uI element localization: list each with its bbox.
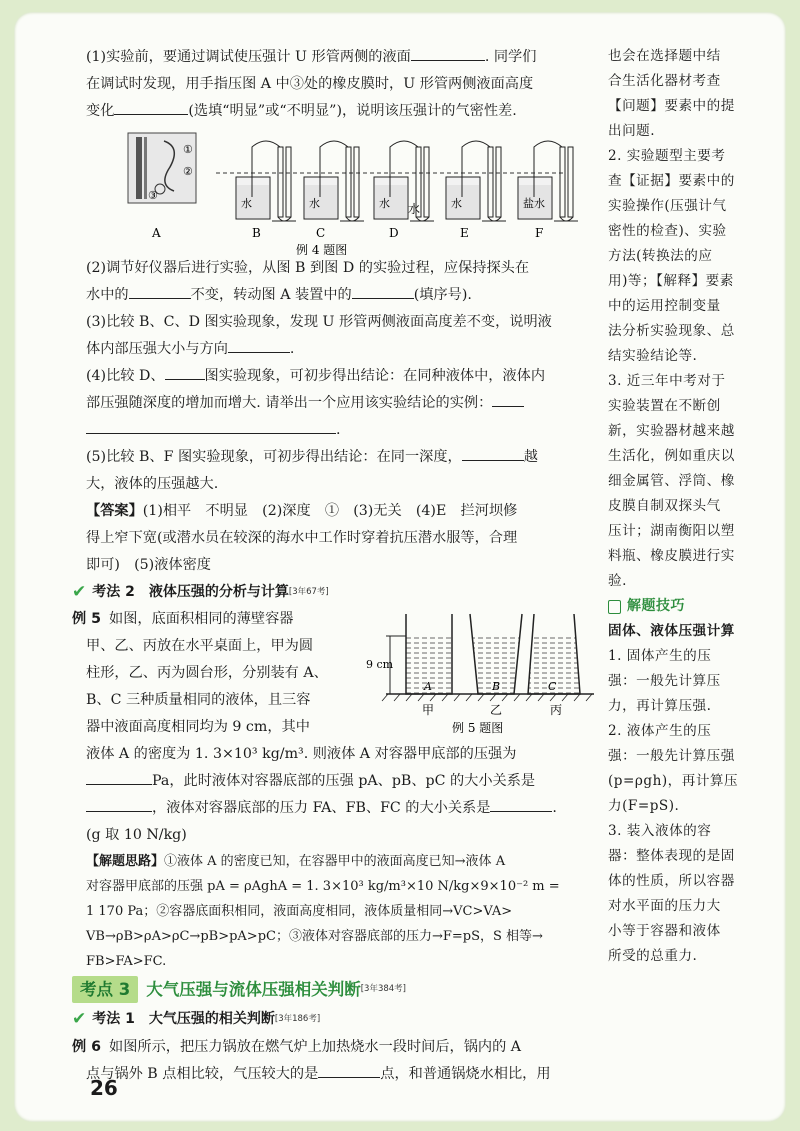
- side-line: 实验操作(压强计气: [608, 198, 727, 214]
- kaofa2-cite: [3年67考]: [288, 587, 329, 597]
- think-label: 【解题思路】: [86, 854, 165, 869]
- side-line: 对水平面的压力大: [608, 898, 721, 914]
- ex5-text: 如图，底面积相同的薄壁容器: [109, 611, 294, 627]
- q4-line1: [86, 363, 596, 390]
- ex5-line7: [86, 768, 596, 795]
- side-line: 用)等；【解释】要素: [608, 273, 734, 289]
- side-line: 验.: [608, 573, 627, 589]
- q4-text: 图实验现象，可初步得出结论：在同种液体中，液体内: [204, 368, 546, 384]
- side-line: (p=ρgh)，再计算压: [608, 773, 739, 789]
- container-jia-label: 甲: [422, 703, 435, 717]
- ex6-text: 点，和普通锅烧水相比，用: [380, 1066, 551, 1082]
- q5-line1: [86, 444, 596, 471]
- side-line: 2. 液体产生的压: [608, 723, 712, 739]
- q2-line2: [86, 282, 596, 309]
- q3-text: 体内部压强大小与方向: [86, 341, 228, 357]
- q4-text: 部压强随深度的增加而增大. 请举出一个应用该实验结论的实例：: [86, 395, 493, 411]
- side-line: 料瓶、橡皮膜进行实: [608, 548, 735, 564]
- tip3: [608, 819, 760, 969]
- side-line: 体的性质，所以容器: [608, 873, 735, 889]
- ex5-line9: (g 取 10 N/kg): [86, 827, 187, 843]
- side-line: 新，实验器材越来越: [608, 423, 735, 439]
- label-circled-2: ②: [183, 165, 193, 178]
- figure-mid-label: 水: [408, 202, 421, 216]
- side-line: 3. 近三年中考对于: [608, 373, 726, 389]
- answer-blank[interactable]: [129, 283, 191, 299]
- side-line: 查【证据】要素中的: [608, 173, 735, 189]
- side-line: 密性的检查)、实验: [608, 223, 727, 239]
- answer-blank[interactable]: [228, 337, 290, 353]
- side-line: 也会在选择题中结: [608, 48, 721, 64]
- think-line1: [86, 849, 596, 874]
- kaofa1-cite: [3年186考]: [274, 1013, 321, 1024]
- kaodian3-heading: [72, 974, 596, 1004]
- side-line: 【问题】要素中的提: [608, 98, 735, 114]
- tip2: [608, 719, 760, 819]
- kaofa1-title: 考法 1 大气压强的相关判断: [92, 1010, 275, 1027]
- liquid-label: 水: [241, 197, 252, 210]
- figure-label-b: B: [252, 226, 261, 240]
- side-line: 压计；湖南衡阳以塑: [608, 523, 735, 539]
- ex5-text: Pa，此时液体对容器底部的压强 pA、pB、pC 的大小关系是: [152, 773, 536, 789]
- q1-text-end: . 同学们: [484, 49, 537, 65]
- ex6-text: 点与锅外 B 点相比较，气压较大的是: [86, 1066, 319, 1082]
- liquid-label: 水: [309, 197, 320, 210]
- answer-line1: [86, 498, 596, 525]
- side-line: 实验装置在不断创: [608, 398, 721, 414]
- side-item3: [608, 369, 760, 594]
- kaodian3-title: 大气压强与流体压强相关判断: [146, 979, 361, 999]
- ex6-line2: [86, 1061, 596, 1088]
- q4-line2: [86, 390, 596, 417]
- side-column: [608, 44, 760, 969]
- ex5-line5: 器中液面高度相同均为 9 cm，其中: [86, 719, 310, 735]
- ex5-line1: [72, 606, 354, 633]
- ex5-line2: 甲、乙、丙放在水平桌面上，甲为圆: [86, 638, 314, 654]
- side-line: 1. 固体产生的压: [608, 648, 712, 664]
- height-label: 9 cm: [366, 658, 394, 671]
- answer-blank[interactable]: [490, 796, 552, 812]
- liquid-label: 盐水: [523, 197, 545, 210]
- ex5-line4: B、C 三种质量相同的液体，且三容: [86, 692, 311, 708]
- ex5-label: 例 5: [72, 611, 101, 627]
- ex5-text: ，液体对容器底部的压力 FA、FB、FC 的大小关系是: [152, 800, 491, 816]
- answer-line3: 即可) (5)液体密度: [86, 557, 211, 573]
- q1-line3: [86, 98, 596, 125]
- liquid-a-label: A: [424, 680, 432, 693]
- think-line4: VB→ρB>ρA>ρC→pB>pA>pC；③液体对容器底部的压力→F=pS，S 相等→: [86, 929, 543, 944]
- beaker-with-manometer: [236, 141, 296, 221]
- figure-label-a: A: [152, 226, 161, 240]
- example-5: [72, 606, 596, 849]
- q2-text: 不变，转动图 A 装置中的: [190, 287, 352, 303]
- answer-blank[interactable]: [86, 769, 152, 785]
- figure-label-c: C: [316, 226, 326, 240]
- q1-text: (1)实验前，要通过调试使压强计 U 形管两侧的液面: [86, 49, 411, 65]
- liquid-b-label: B: [492, 680, 501, 693]
- side-line: 强：一般先计算压: [608, 673, 721, 689]
- liquid-label: 水: [451, 197, 462, 210]
- container-yi-label: 乙: [490, 703, 503, 717]
- think-text: ①液体 A 的密度已知，在容器甲中的液面高度已知→液体 A: [164, 854, 506, 869]
- answer-blank[interactable]: [352, 283, 414, 299]
- ex5-line6: 液体 A 的密度为 1. 3×10³ kg/m³. 则液体 A 对容器甲底部的压强为: [86, 746, 517, 762]
- side-line: 结实验结论等.: [608, 348, 698, 364]
- q5-text: 越: [523, 449, 538, 465]
- q2-text: 水中的: [86, 287, 129, 303]
- answer-blank[interactable]: [318, 1062, 380, 1078]
- tip1: [608, 644, 760, 719]
- liquid-label: 水: [379, 197, 390, 210]
- figure-label-d: D: [389, 226, 399, 240]
- side-line: 合生活化器材考查: [608, 73, 721, 89]
- q3-line2: [86, 336, 596, 363]
- q1-text: (选填“明显”或“不明显”)，说明该压强计的气密性差.: [188, 103, 517, 119]
- q5-text: (5)比较 B、F 图实验现象，可初步得出结论：在同一深度，: [86, 449, 462, 465]
- tips-heading: [608, 594, 760, 619]
- figure-4: [86, 127, 596, 255]
- label-circled-1: ①: [183, 143, 193, 156]
- think-line2: 对容器甲底部的压强 pA = ρAghA = 1. 3×10³ kg/m³×10 N/kg×9×10⁻² m =: [86, 879, 560, 894]
- label-circled-3: ③: [148, 189, 158, 202]
- liquid-c-label: C: [548, 680, 557, 693]
- side-line: 出问题.: [608, 123, 656, 139]
- tips-title: 解题技巧: [627, 598, 685, 614]
- ex5-line8: [86, 795, 596, 822]
- side-line: 小等于容器和液体: [608, 923, 721, 939]
- q1-text: 变化: [86, 103, 115, 119]
- kaofa1-heading: [72, 1004, 596, 1034]
- ex5-line3: 柱形，乙、丙为圆台形，分别装有 A、: [86, 665, 328, 681]
- side-line: 方法(转换法的应: [608, 248, 713, 264]
- figure-5-drawing: [366, 606, 598, 738]
- side-line: 所受的总重力.: [608, 948, 698, 964]
- side-line: 生活化，例如重庆以: [608, 448, 735, 464]
- figure-5-caption: 例 5 题图: [452, 721, 504, 735]
- side-item2: [608, 144, 760, 369]
- answer-text: (1)相平 不明显 (2)深度 ① (3)无关 (4)E 拦河坝修: [142, 503, 518, 519]
- ex6-label: 例 6: [72, 1039, 101, 1055]
- side-line: 力，再计算压强.: [608, 698, 712, 714]
- side-line: 强：一般先计算压强: [608, 748, 735, 764]
- figure-label-f: F: [535, 226, 544, 240]
- side-line: 器：整体表现的是固: [608, 848, 735, 864]
- q4-text: .: [336, 422, 341, 438]
- q4-text: (4)比较 D、: [86, 368, 165, 384]
- container-bing-label: 丙: [550, 703, 563, 717]
- q5-line2: 大，液体的压强越大.: [86, 476, 219, 492]
- beaker-with-manometer: [304, 141, 364, 221]
- think-line5: FB>FA>FC.: [86, 954, 167, 969]
- side-line: 2. 实验题型主要考: [608, 148, 726, 164]
- answer-blank[interactable]: [411, 45, 485, 61]
- kaofa2-heading: [72, 579, 596, 606]
- q2-line1: (2)调节好仪器后进行实验，从图 B 到图 D 的实验过程，应保持探头在: [86, 260, 530, 276]
- answer-blank[interactable]: [86, 418, 336, 434]
- q3-text: .: [289, 341, 295, 357]
- ex6-text: 如图所示，把压力锅放在燃气炉上加热烧水一段时间后，锅内的 A: [109, 1039, 522, 1055]
- answer-blank[interactable]: [86, 796, 152, 812]
- example-5-left: [72, 606, 354, 741]
- notebook-icon: [608, 600, 621, 614]
- kaodian3-cite: [3年384考]: [360, 983, 406, 994]
- side-line: 中的运用控制变量: [608, 298, 721, 314]
- beaker-with-manometer: [374, 141, 434, 221]
- q1-line2: 在调试时发现，用手指压图 A 中③处的橡皮膜时，U 形管两侧液面高度: [86, 76, 534, 92]
- kaodian3-tag: 考点 3: [72, 976, 138, 1003]
- beaker-with-manometer: [446, 141, 506, 221]
- ex5-text: .: [552, 800, 557, 816]
- figure-4-drawing: [86, 127, 596, 255]
- side-line: 3. 装入液体的容: [608, 823, 712, 839]
- solution-thinking: [86, 849, 596, 974]
- main-column: [72, 44, 596, 1088]
- ex6-line1: [72, 1034, 596, 1061]
- check-icon: ✔: [72, 582, 87, 602]
- tips-subtitle: 固体、液体压强计算: [608, 623, 735, 639]
- figure-label-e: E: [460, 226, 469, 240]
- check-icon: ✔: [72, 1008, 87, 1029]
- side-line: 法分析实验现象、总: [608, 323, 735, 339]
- q2-text: (填序号).: [413, 287, 472, 303]
- figure-4-caption: 例 4 题图: [296, 243, 348, 255]
- think-line3: 1 170 Pa；②容器底面积相同，液面高度相同，液体质量相同→VC>VA>: [86, 904, 513, 919]
- beaker-with-manometer: [518, 141, 578, 221]
- answer-label: 【答案】: [86, 503, 143, 519]
- q3-line1: (3)比较 B、C、D 图实验现象，发现 U 形管两侧液面高度差不变，说明液: [86, 314, 552, 330]
- answer-blank[interactable]: [492, 391, 524, 407]
- side-line: 细金属管、浮筒、橡: [608, 473, 735, 489]
- answer-blank[interactable]: [462, 445, 524, 461]
- answer-blank[interactable]: [114, 99, 188, 115]
- side-top-lines: [608, 44, 760, 144]
- answer-line2: 得上窄下宽(或潜水员在较深的海水中工作时穿着抗压潜水服等，合理: [86, 530, 518, 546]
- answer-blank[interactable]: [165, 364, 205, 380]
- page-number: 26: [90, 1076, 118, 1100]
- q4-line3: [86, 417, 596, 444]
- side-line: 皮膜自制双探头气: [608, 498, 721, 514]
- q1-line1: [86, 44, 596, 71]
- side-line: 力(F=pS).: [608, 798, 680, 814]
- kaofa2-title: 考法 2 液体压强的分析与计算: [92, 584, 289, 600]
